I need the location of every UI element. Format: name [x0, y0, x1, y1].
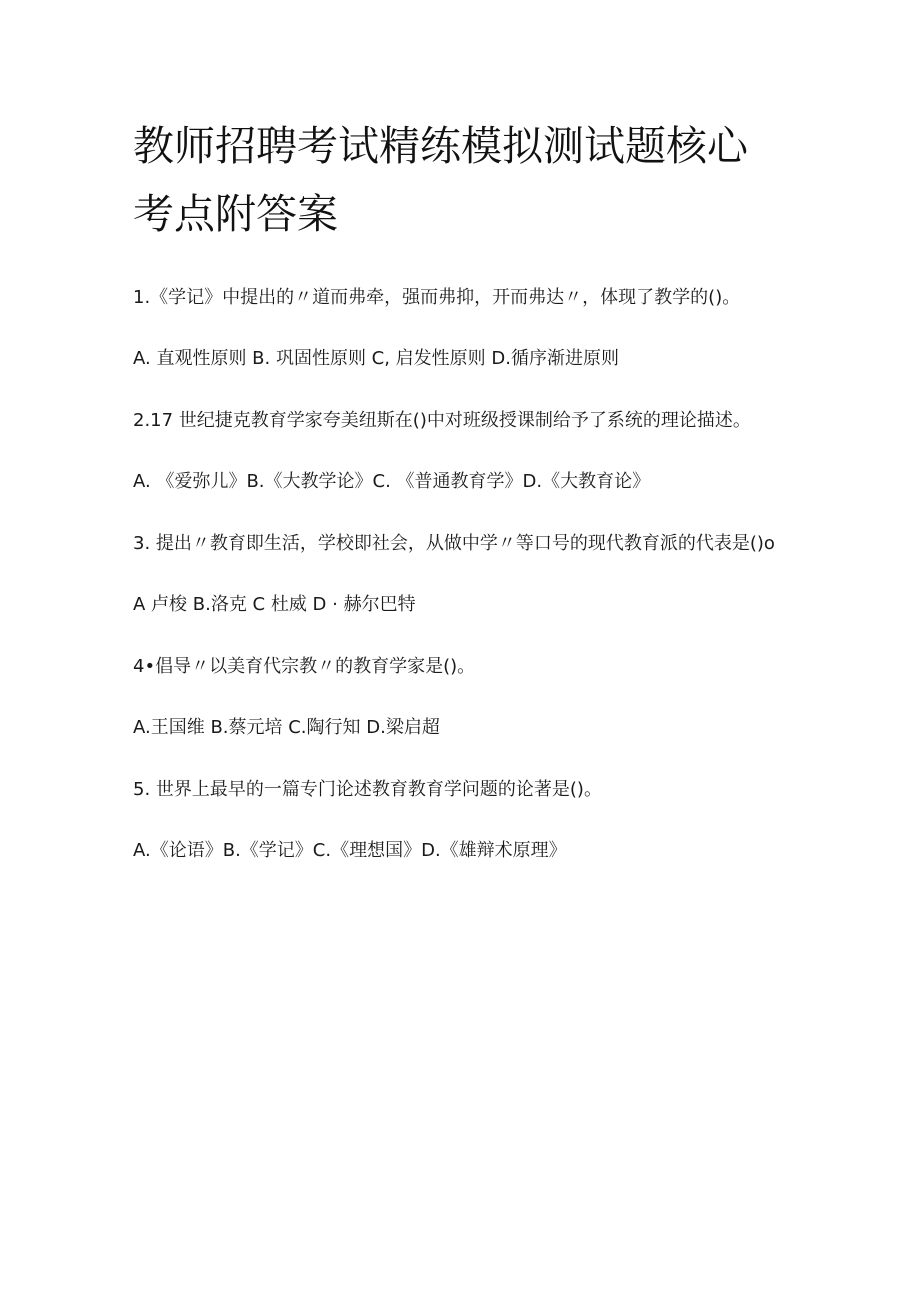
- question-stem: 1.《学记》中提出的〃道而弗牵，强而弗抑，开而弗达〃，体现了教学的()。: [133, 287, 741, 308]
- question-item: [133, 276, 788, 371]
- question-item: [133, 399, 788, 494]
- question-item: [133, 768, 788, 863]
- question-options: A. 直观性原则 B. 巩固性原则 C, 启发性原则 D.循序渐进原则: [133, 348, 619, 369]
- question-options: A. 《爱弥儿》B.《大教学论》C. 《普通教育学》D.《大教育论》: [133, 471, 651, 492]
- question-stem: 5. 世界上最早的一篇专门论述教育教育学问题的论著是()。: [133, 779, 602, 800]
- question-options: A.《论语》B.《学记》C.《理想国》D.《雄辩术原理》: [133, 840, 567, 861]
- question-stem: 3. 提出〃教育即生活，学校即社会，从做中学〃等口号的现代教育派的代表是()o: [133, 533, 775, 554]
- document-title: 教师招聘考试精练模拟测试题核心考点附答案: [133, 122, 748, 238]
- question-stem: 4•倡导〃以美育代宗教〃的教育学家是()。: [133, 656, 476, 677]
- question-item: [133, 645, 788, 740]
- document-page: [133, 112, 788, 891]
- question-list: [133, 276, 788, 863]
- question-options: A 卢梭 B.洛克 C 杜威 D · 赫尔巴特: [133, 594, 416, 615]
- question-item: [133, 522, 788, 617]
- question-stem: 2.17 世纪捷克教育学家夸美纽斯在()中对班级授课制给予了系统的理论描述。: [133, 410, 751, 431]
- question-options: A.王国维 B.蔡元培 C.陶行知 D.梁启超: [133, 717, 440, 738]
